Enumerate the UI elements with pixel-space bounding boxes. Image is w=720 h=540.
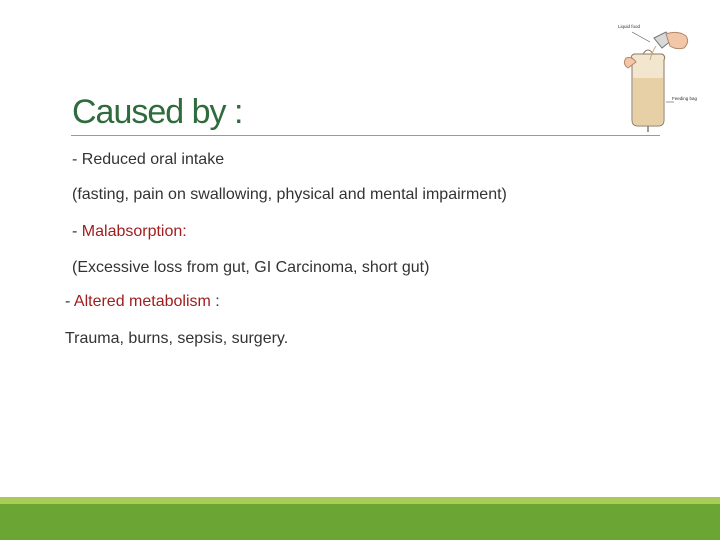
bullet-prefix: -	[65, 293, 74, 310]
bullet-text: Altered metabolism	[73, 293, 211, 310]
footer-accent-bar	[0, 497, 720, 504]
detail-reduced-oral-intake: (fasting, pain on swallowing, physical and mental impairment)	[72, 186, 507, 203]
bullet-text: Malabsorption:	[81, 223, 187, 240]
slide-title: Caused by :	[72, 93, 243, 131]
bullet-malabsorption	[72, 222, 187, 242]
feeding-bag-illustration	[610, 20, 698, 135]
bullet-suffix: :	[210, 293, 220, 310]
detail-malabsorption: (Excessive loss from gut, GI Carcinoma, short gut)	[72, 259, 430, 276]
detail-altered-metabolism: Trauma, burns, sepsis, surgery.	[65, 330, 289, 347]
bullet-text: Reduced oral intake	[81, 151, 225, 168]
title-underline	[71, 135, 660, 136]
bullet-altered-metabolism	[65, 292, 220, 312]
bullet-prefix: -	[72, 151, 82, 168]
footer-bar	[0, 504, 720, 540]
bullet-prefix: -	[72, 223, 82, 240]
label-feeding-bag: Feeding bag	[672, 96, 698, 101]
bullet-reduced-oral-intake	[72, 150, 224, 170]
label-liquid-food: Liquid food	[618, 24, 641, 29]
